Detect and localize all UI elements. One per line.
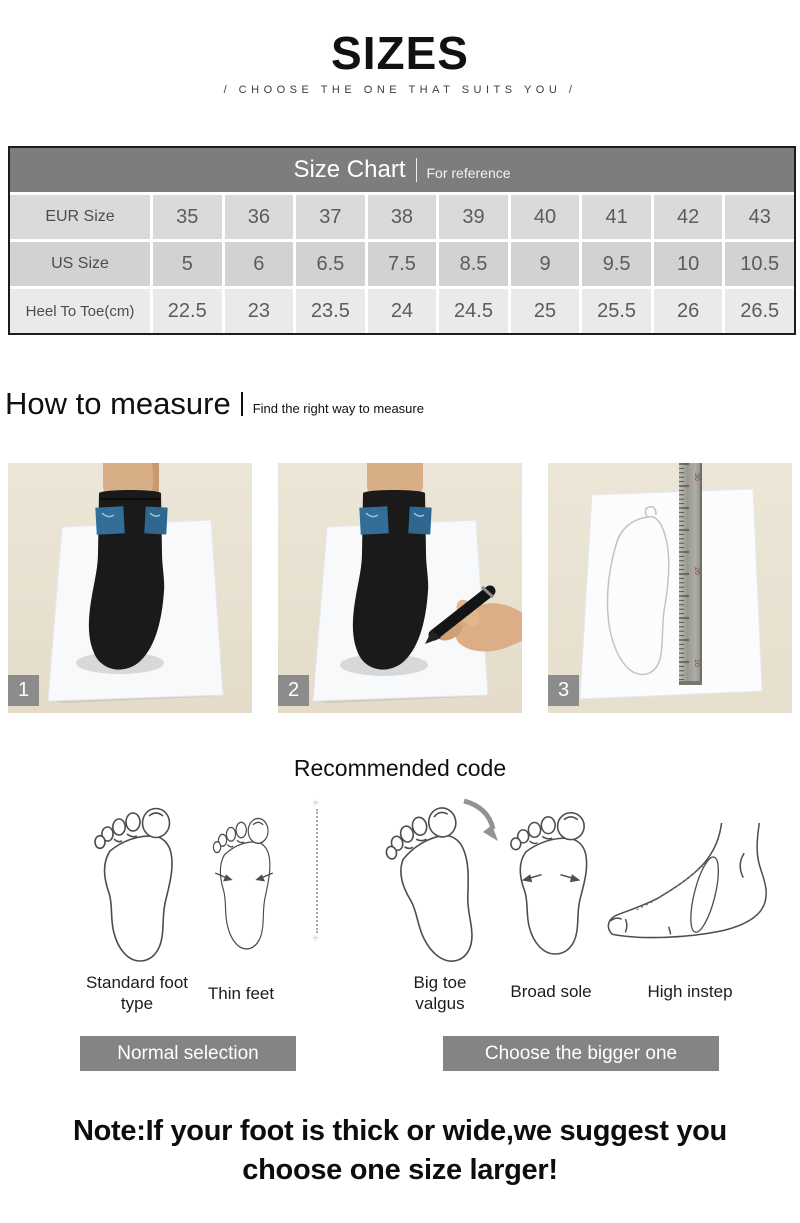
row-label: EUR Size <box>45 208 115 225</box>
size-chart-grid <box>10 195 794 333</box>
table-cell: 6.5 <box>316 252 345 275</box>
table-cell: 10 <box>677 252 700 275</box>
normal-selection-tag: Normal selection <box>80 1036 296 1071</box>
table-cell: 23 <box>247 299 270 322</box>
recommended-code-title: Recommended code <box>293 755 507 781</box>
foot-label-valgus: Big toe valgus <box>413 973 467 1014</box>
table-cell: 8.5 <box>459 252 488 275</box>
foot-diagram-high-instep <box>602 823 778 955</box>
table-cell: 9.5 <box>602 252 631 275</box>
svg-text:10: 10 <box>693 659 700 667</box>
size-chart-header <box>10 148 794 192</box>
trace-outline-illustration <box>278 463 522 713</box>
table-cell: 24.5 <box>454 299 493 322</box>
foot-diagram-big-toe-valgus <box>382 801 500 967</box>
table-cell: 40 <box>533 205 557 228</box>
table-cell: 6 <box>253 252 265 275</box>
how-to-measure-heading <box>5 386 424 422</box>
table-cell: 7.5 <box>388 252 416 275</box>
step-photo-stand-on-paper <box>8 463 252 713</box>
step-photo-measure-ruler <box>548 463 792 713</box>
foot-label-broad: Broad sole <box>510 982 592 1001</box>
size-chart-subtitle: For reference <box>426 165 511 181</box>
row-label: US Size <box>51 255 109 272</box>
measure-step-photos <box>0 463 800 713</box>
table-cell: 22.5 <box>167 299 207 322</box>
how-to-measure-title: How to measure <box>5 386 231 421</box>
table-cell: 23.5 <box>310 299 350 322</box>
step-photo-trace-outline <box>278 463 522 713</box>
svg-text:30: 30 <box>693 473 700 481</box>
step-number-badge: 1 <box>8 675 39 706</box>
table-cell: 39 <box>462 205 485 228</box>
heading-divider <box>241 392 243 416</box>
table-cell: 10.5 <box>740 252 780 275</box>
svg-text:20: 20 <box>693 567 700 575</box>
row-label: Heel To Toe(cm) <box>25 302 135 320</box>
page-subtitle: / CHOOSE THE ONE THAT SUITS YOU / <box>223 84 577 96</box>
stand-on-paper-illustration <box>8 463 252 713</box>
table-cell: 37 <box>319 205 342 228</box>
size-note: Note:If your foot is thick or wide,we suggest you choose one size larger! <box>73 1115 727 1187</box>
table-cell: 5 <box>181 252 193 275</box>
foot-label-instep: High instep <box>647 982 733 1001</box>
foot-type-diagrams <box>0 795 800 1025</box>
how-to-measure-subtitle: Find the right way to measure <box>252 400 424 416</box>
step-number-badge: 2 <box>278 675 309 706</box>
table-cell: 36 <box>247 205 270 228</box>
table-cell: 43 <box>748 205 771 228</box>
table-cell: 26.5 <box>740 299 780 322</box>
group-divider <box>316 809 318 933</box>
header-divider <box>416 158 417 182</box>
table-cell: 41 <box>605 205 628 228</box>
table-cell: 35 <box>176 205 199 228</box>
table-cell: 9 <box>539 252 551 275</box>
foot-label-thin: Thin feet <box>207 984 275 1003</box>
measure-ruler-illustration <box>548 463 792 713</box>
choose-bigger-tag: Choose the bigger one <box>443 1036 719 1071</box>
table-cell: 26 <box>677 299 700 322</box>
table-cell: 24 <box>390 299 414 322</box>
foot-label-standard: Standard foot type <box>85 973 189 1014</box>
foot-diagram-thin <box>196 809 292 965</box>
table-cell: 38 <box>390 205 414 228</box>
step-number-badge: 3 <box>548 675 579 706</box>
foot-diagram-standard <box>82 807 192 967</box>
table-cell: 42 <box>677 205 700 228</box>
foot-diagram-broad-sole <box>500 809 604 965</box>
page-title: SIZES <box>331 27 469 79</box>
table-cell: 25.5 <box>597 299 637 322</box>
table-cell: 25 <box>533 299 557 322</box>
size-chart-table <box>8 146 796 335</box>
size-chart-title: Size Chart <box>293 156 406 183</box>
